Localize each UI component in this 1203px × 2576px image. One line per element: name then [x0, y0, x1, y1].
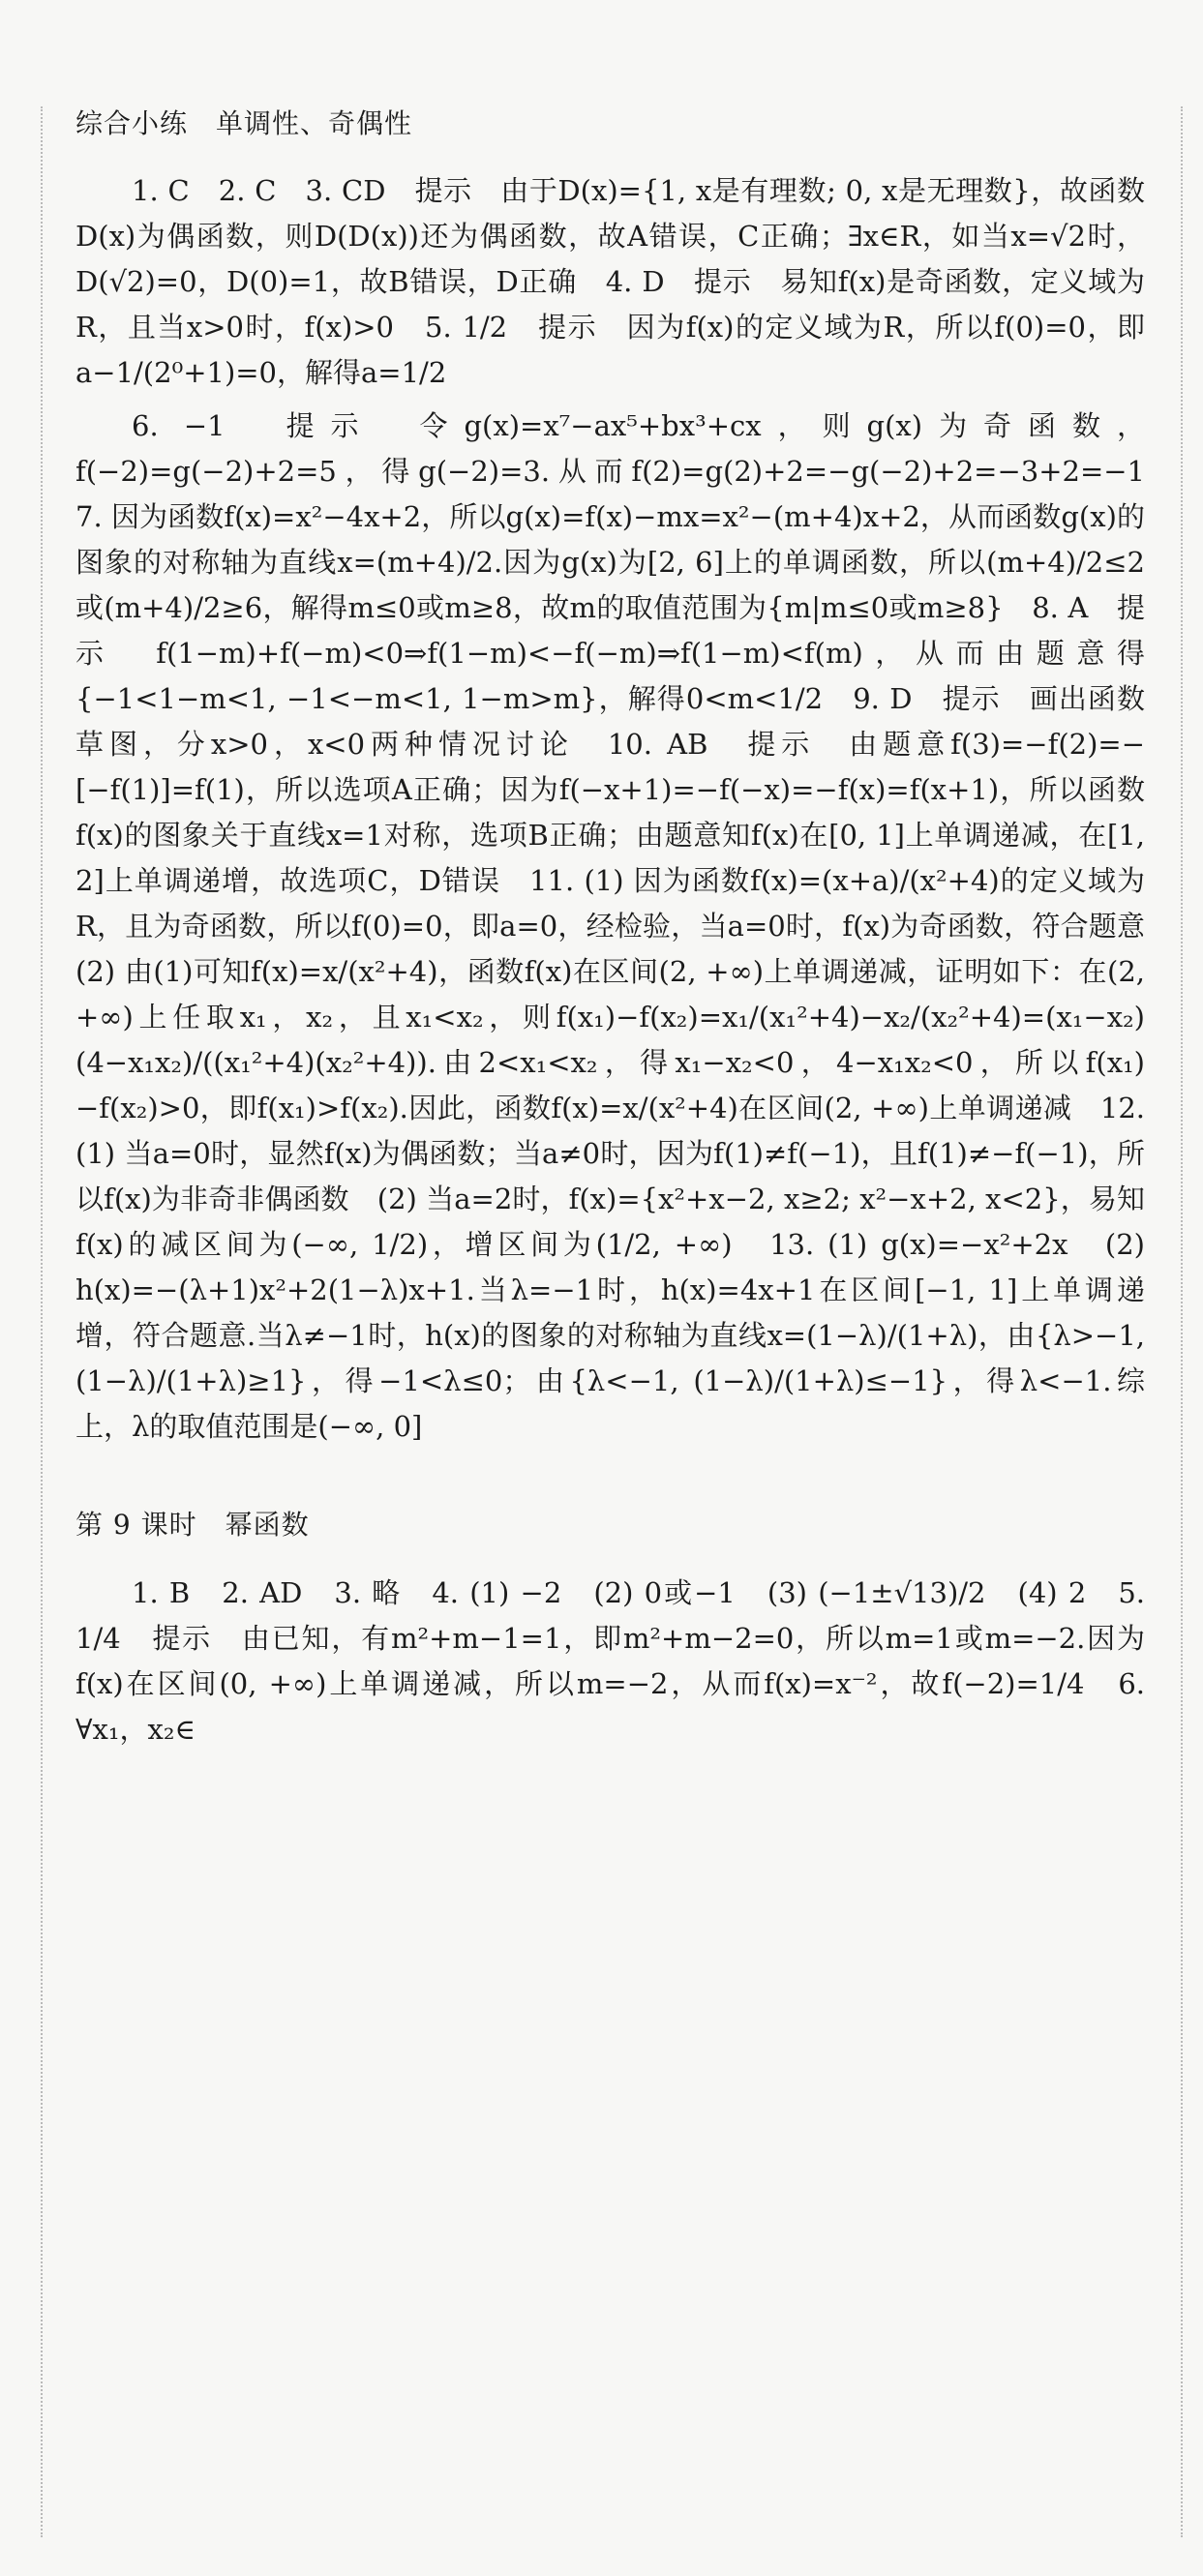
answer-paragraph: 1. B 2. AD 3. 略 4. (1) −2 (2) 0或−1 (3) (−1±√13)/2 (4) 2 5. 1/4 提示 由已知，有m²+m−1=1，即m²+m−2=0，所以m=1或m=−2.因为f(x)在区间(0, +∞)上单调递减，所以m=−2，从而f(x)=x⁻²，故f(−2)=1/4 6. ∀x₁，x₂∈	[75, 1575, 1145, 1746]
answer-content	[75, 102, 1174, 1760]
section-title-monotonicity-parity: 综合小练 单调性、奇偶性	[75, 107, 413, 139]
section-title-power-function: 第 9 课时 幂函数	[75, 1509, 310, 1542]
left-margin-rule	[41, 106, 43, 2537]
right-margin-rule	[1181, 106, 1183, 2537]
answer-paragraph: 1. C 2. C 3. CD 提示 由于D(x)={1, x是有理数; 0, x是无理数}，故函数D(x)为偶函数，则D(D(x))还为偶函数，故A错误，C正确；∃x∈R，如当x=√2时，D(√2)=0，D(0)=1，故B错误，D正确 4. D 提示 易知f(x)是奇函数，定义域为R，且当x>0时，f(x)>0 5. 1/2 提示 因为f(x)的定义域为R，所以f(0)=0，即a−1/(2⁰+1)=0，解得a=1/2	[75, 174, 1145, 390]
answer-paragraph: 6. −1 提示 令g(x)=x⁷−ax⁵+bx³+cx，则g(x)为奇函数，f(−2)=g(−2)+2=5，得g(−2)=3.从而f(2)=g(2)+2=−g(−2)+2=−3+2=−1 7. 因为函数f(x)=x²−4x+2，所以g(x)=f(x)−mx=x²−(m+4)x+2，从而函数g(x)的图象的对称轴为直线x=(m+4)/2.因为g(x)为[2, 6]上的单调函数，所以(m+4)/2≤2或(m+4)/2≥6，解得m≤0或m≥8，故m的取值范围为{m|m≤0或m≥8} 8. A 提示 f(1−m)+f(−m)<0⇒f(1−m)<−f(−m)⇒f(1−m)<f(m)，从而由题意得{−1<1−m<1, −1<−m<1, 1−m>m}，解得0<m<1/2 9. D 提示 画出函数草图，分x>0，x<0两种情况讨论 10. AB 提示 由题意f(3)=−f(2)=−[−f(1)]=f(1)，所以选项A正确；因为f(−x+1)=−f(−x)=−f(x)=f(x+1)，所以函数f(x)的图象关于直线x=1对称，选项B正确；由题意知f(x)在[0, 1]上单调递减，在[1, 2]上单调递增，故选项C，D错误 11. (1) 因为函数f(x)=(x+a)/(x²+4)的定义域为R，且为奇函数，所以f(0)=0，即a=0，经检验，当a=0时，f(x)为奇函数，符合题意 (2) 由(1)可知f(x)=x/(x²+4)，函数f(x)在区间(2, +∞)上单调递减，证明如下：在(2, +∞)上任取x₁，x₂，且x₁<x₂，则f(x₁)−f(x₂)=x₁/(x₁²+4)−x₂/(x₂²+4)=(x₁−x₂)(4−x₁x₂)/((x₁²+4)(x₂²+4)).由2<x₁<x₂，得x₁−x₂<0，4−x₁x₂<0，所以f(x₁)−f(x₂)>0，即f(x₁)>f(x₂).因此，函数f(x)=x/(x²+4)在区间(2, +∞)上单调递减 12. (1) 当a=0时，显然f(x)为偶函数；当a≠0时，因为f(1)≠f(−1)，且f(1)≠−f(−1)，所以f(x)为非奇非偶函数 (2) 当a=2时，f(x)={x²+x−2, x≥2; x²−x+2, x<2}，易知f(x)的减区间为(−∞, 1/2)，增区间为(1/2, +∞) 13. (1) g(x)=−x²+2x (2) h(x)=−(λ+1)x²+2(1−λ)x+1.当λ=−1时，h(x)=4x+1在区间[−1, 1]上单调递增，符合题意.当λ≠−1时，h(x)的图象的对称轴为直线x=(1−λ)/(1+λ)，由{λ>−1, (1−λ)/(1+λ)≥1}，得−1<λ≤0；由{λ<−1, (1−λ)/(1+λ)≤−1}，得λ<−1.综上，λ的取值范围是(−∞, 0]	[75, 409, 1174, 1443]
